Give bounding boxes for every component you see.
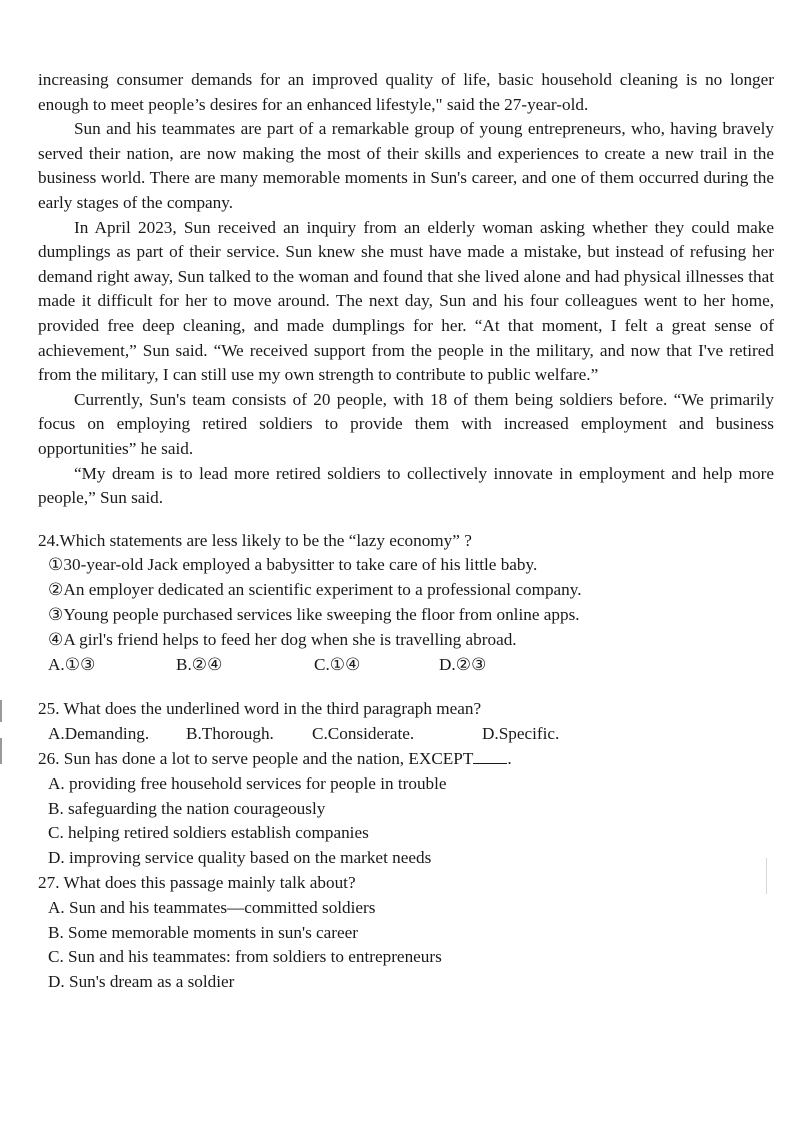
- reading-passage: [38, 68, 774, 511]
- question-24-statement-4: ④A girl's friend helps to feed her dog when she is travelling abroad.: [48, 629, 517, 649]
- answer-option-c[interactable]: C.①④: [314, 654, 361, 674]
- question-26: [38, 747, 774, 871]
- question-24-statement-2: ②An employer dedicated an scientific experiment to a professional company.: [48, 580, 582, 600]
- answer-option-c[interactable]: C.Considerate.: [312, 724, 415, 744]
- answer-option-d[interactable]: D.Specific.: [482, 724, 560, 744]
- answer-option-a[interactable]: A.①③: [48, 654, 96, 674]
- scan-edge-mark: [766, 858, 767, 894]
- answer-option-d[interactable]: D.②③: [439, 654, 487, 674]
- question-27: [38, 871, 774, 995]
- answer-option-a[interactable]: A. providing free household services for people in trouble: [48, 773, 447, 793]
- answer-option-b[interactable]: B.②④: [176, 654, 223, 674]
- question-25-stem: 25. What does the underlined word in the third paragraph mean?: [38, 699, 482, 719]
- question-24-statement-3: ③Young people purchased services like sweeping the floor from online apps.: [48, 605, 580, 625]
- question-24-answers: [48, 653, 774, 678]
- question-24-statement-1: ①30-year-old Jack employed a babysitter to take care of his little baby.: [48, 555, 538, 575]
- answer-option-a[interactable]: A.Demanding.: [48, 724, 150, 744]
- question-24-stem: 24.Which statements are less likely to be the “lazy economy” ?: [38, 530, 472, 550]
- question-25-answers: [48, 722, 774, 747]
- question-27-stem: 27. What does this passage mainly talk about?: [38, 873, 356, 893]
- exam-page: [38, 68, 774, 995]
- question-26-stem-line: [38, 747, 774, 772]
- passage-paragraph-5: “My dream is to lead more retired soldiers to collectively innovate in employment and help more people,” Sun said.: [38, 463, 774, 508]
- passage-paragraph-1: increasing consumer demands for an improved quality of life, basic household cleaning is no longer enough to meet people’s desires for an enhanced lifestyle," said the 27-year-old.: [38, 70, 774, 114]
- question-section: [38, 529, 774, 995]
- answer-option-b[interactable]: B. safeguarding the nation courageously: [48, 798, 326, 818]
- answer-option-b[interactable]: B. Some memorable moments in sun's career: [48, 922, 359, 942]
- answer-option-d[interactable]: D. improving service quality based on the market needs: [48, 848, 432, 868]
- answer-option-a[interactable]: A. Sun and his teammates—committed soldiers: [48, 897, 376, 917]
- answer-option-d[interactable]: D. Sun's dream as a soldier: [48, 972, 235, 992]
- passage-paragraph-4: Currently, Sun's team consists of 20 people, with 18 of them being soldiers before. “We primarily focus on employing retired soldiers to provide them with increased employment and business opportunities” he said.: [38, 389, 774, 458]
- answer-blank: [473, 749, 507, 764]
- scan-edge-mark: [0, 700, 2, 722]
- scan-edge-mark: [0, 738, 2, 764]
- question-24: [38, 529, 774, 678]
- question-26-stem: 26. Sun has done a lot to serve people and the nation, EXCEPT: [38, 749, 474, 769]
- answer-option-b[interactable]: B.Thorough.: [186, 724, 274, 744]
- answer-option-c[interactable]: C. Sun and his teammates: from soldiers to entrepreneurs: [48, 947, 442, 967]
- answer-option-c[interactable]: C. helping retired soldiers establish companies: [48, 823, 369, 843]
- question-26-stem-end: .: [507, 749, 512, 769]
- question-25: [38, 697, 774, 747]
- passage-paragraph-3: In April 2023, Sun received an inquiry from an elderly woman asking whether they could make dumplings as part of their service. Sun knew she must have made a mistake, but instead of refusing her demand right away, Sun talked to the woman and found that she lived alone and had physical illnesses that made it difficult for her to move around. The next day, Sun and his four colleagues went to her home, provided free deep cleaning, and made dumplings for her. “At that moment, I felt a great sense of achievement,” Sun said. “We received support from the people in the military, and now that I've retired from the military, I can still use my own strength to contribute to public welfare.”: [38, 217, 774, 385]
- passage-paragraph-2: Sun and his teammates are part of a remarkable group of young entrepreneurs, who, having bravely served their nation, are now making the most of their skills and experiences to create a new trail in the business world. There are many memorable moments in Sun's career, and one of them occurred during the early stages of the company.: [38, 119, 774, 212]
